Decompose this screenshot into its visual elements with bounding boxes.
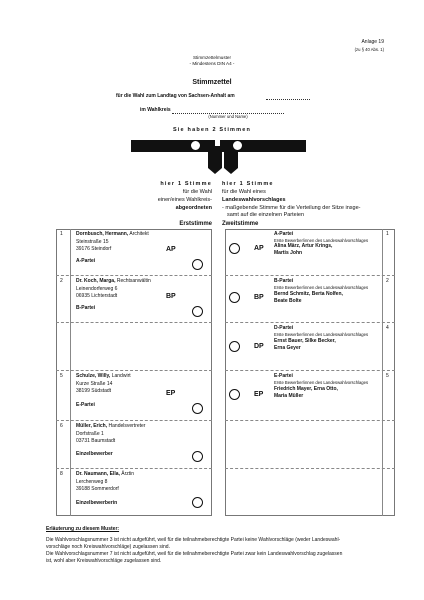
sample-title: Stimmzettelmuster [192, 55, 232, 60]
second-vote-checkbox[interactable] [229, 341, 240, 352]
candidate-job: Landwirt [111, 373, 131, 379]
list-candidate-names: Martis John [274, 250, 303, 256]
notes-line: vorschläge noch Kreiswahlvorschläge) zugelassen sind. [46, 544, 170, 550]
votes-line: Sie haben 2 Stimmen [172, 127, 252, 133]
candidate-party: B-Partei [76, 305, 96, 311]
first-vote-checkbox[interactable] [192, 403, 203, 414]
row-separator [225, 275, 395, 276]
candidate-name-line [76, 424, 145, 430]
candidate-street: Kurze Straße 14 [76, 381, 113, 387]
candidate-city: 39176 Steindorf [76, 246, 112, 252]
first-vote-checkbox[interactable] [192, 306, 203, 317]
district-label: im Wahlkreis [140, 107, 171, 113]
election-line: für die Wahl zum Landtag von Sachsen-Anhalt am [116, 93, 235, 99]
candidate-street: Leinendorferweg 6 [76, 286, 118, 292]
second-vote-line3: - maßgebende Stimme für die Verteilung der Sitze insge- [222, 205, 361, 211]
list-first-candidates-label: Erste Bewerber/innen des Landeswahlvorschlages [274, 380, 369, 385]
row-separator [225, 468, 395, 469]
first-vote-checkbox[interactable] [192, 451, 203, 462]
row-separator [225, 420, 395, 421]
list-first-candidates-label: Erste Bewerber/innen des Landeswahlvorschlages [274, 285, 369, 290]
list-first-candidates-label: Erste Bewerber/innen des Landeswahlvorschlages [274, 332, 369, 337]
candidate-street: Lerchenweg 8 [76, 479, 108, 485]
candidate-name-line [76, 232, 149, 238]
notes-line: Die Wahlvorschlagsnummer 7 ist nicht aufgeführt, weil für die teilnahmeberechtigte Partei zwar kein Landeswahlvorschlag zugelassen [46, 551, 343, 557]
row-separator [56, 420, 212, 421]
first-vote-checkbox[interactable] [192, 259, 203, 270]
candidate-party: E-Partei [76, 402, 95, 408]
second-vote-column [225, 229, 395, 516]
district-hint: (Nummer und Name) [208, 114, 248, 119]
candidate-job: Ärztin [121, 471, 135, 477]
notes-line: ist, wohl aber Kreiswahlvorschläge zugelassen sind. [46, 558, 162, 564]
candidate-city: 39188 Sommerdorf [76, 486, 119, 492]
list-candidate-names: Ernst Bauer, Silke Becker, [274, 338, 336, 344]
list-number: 5 [386, 373, 389, 379]
list-candidate-names: Friedrich Mayer, Erna Otto, [274, 386, 338, 392]
list-party: B-Partei [274, 278, 294, 284]
first-vote-bar [131, 140, 215, 152]
list-candidate-names: Beate Bolte [274, 298, 302, 304]
candidate-job: Rechtsanwältin [116, 278, 151, 284]
candidate-number: 8 [60, 471, 63, 477]
second-vote-line4: samt auf die einzelnen Parteien [227, 212, 305, 218]
candidate-name: Schulze, Willy, [76, 373, 111, 379]
second-vote-number-divider [382, 229, 383, 516]
candidate-name: Müller, Erich, [76, 423, 108, 429]
first-vote-checkbox[interactable] [192, 497, 203, 508]
candidate-name: Dornbusch, Hermann, [76, 231, 129, 237]
second-vote-column-title: Zweitstimme [222, 221, 259, 227]
list-party: A-Partei [274, 231, 294, 237]
ballot-title: Stimmzettel [192, 79, 232, 86]
first-vote-column-title: Erststimme [179, 221, 212, 227]
second-vote-line1: für die Wahl eines [222, 189, 266, 195]
candidate-name-line [76, 279, 151, 285]
first-vote-number-divider [70, 229, 71, 516]
section-reference: (zu § 40 Abs. 1) [354, 47, 384, 52]
list-party: D-Partei [274, 325, 294, 331]
second-vote-checkbox[interactable] [229, 243, 240, 254]
first-vote-line3: abgeordneten [175, 205, 212, 211]
second-vote-line2: Landeswahlvorschlages [222, 197, 286, 203]
list-party-abbr: EP [254, 391, 264, 398]
candidate-name-line [76, 472, 134, 478]
row-separator [56, 468, 212, 469]
first-vote-line2: einer/eines Wahlkreis- [157, 197, 212, 203]
list-party-abbr: BP [254, 294, 264, 301]
list-number: 2 [386, 278, 389, 284]
row-separator [56, 322, 212, 323]
candidate-city: 03731 Baumstadt [76, 438, 116, 444]
list-candidate-names: Bernd Schmitz, Berta Nolfen, [274, 291, 343, 297]
candidate-name: Dr. Naumann, Ella, [76, 471, 120, 477]
candidate-street: Steinstraße 15 [76, 239, 109, 245]
candidate-city: 38199 Südstadt [76, 388, 112, 394]
annex-label: Anlage 19 [361, 39, 384, 45]
candidate-number: 5 [60, 373, 63, 379]
first-vote-line1: für die Wahl [182, 189, 212, 195]
list-party-abbr: DP [254, 343, 264, 350]
row-separator [225, 322, 395, 323]
row-separator [56, 370, 212, 371]
list-party-abbr: AP [254, 245, 264, 252]
second-vote-symbol-circle [232, 140, 243, 151]
candidate-party-abbr: BP [166, 293, 176, 300]
notes-line: Die Wahlvorschlagsnummer 3 ist nicht aufgeführt, weil für die teilnahmeberechtigte Partei keine Wahlvorschläge (weder Landeswahl- [46, 537, 341, 543]
candidate-number: 1 [60, 231, 63, 237]
second-vote-arrow-icon [224, 168, 238, 174]
candidate-party: Einzelbewerber [76, 451, 113, 457]
second-vote-checkbox[interactable] [229, 292, 240, 303]
candidate-city: 06935 Lichterstadt [76, 293, 118, 299]
first-vote-head: hier 1 Stimme [160, 181, 212, 187]
notes-title: Erläuterung zu diesem Muster: [46, 526, 120, 532]
candidate-job: Architekt [129, 231, 149, 237]
candidate-party: A-Partei [76, 258, 96, 264]
candidate-name: Dr. Koch, Marga, [76, 278, 116, 284]
second-vote-head: hier 1 Stimme [222, 181, 274, 187]
list-first-candidates-label: Erste Bewerber/innen des Landeswahlvorschlages [274, 238, 369, 243]
candidate-party-abbr: AP [166, 246, 176, 253]
list-number: 1 [386, 231, 389, 237]
list-candidate-names: Erna Geyer [274, 345, 301, 351]
candidate-name-line [76, 374, 131, 380]
election-date-field [266, 99, 310, 100]
list-candidate-names: Maria Müller [274, 393, 304, 399]
candidate-job: Handelsvertreter [108, 423, 146, 429]
candidate-number: 6 [60, 423, 63, 429]
candidate-number: 2 [60, 278, 63, 284]
candidate-party-abbr: EP [166, 390, 176, 397]
first-vote-symbol-circle [190, 140, 201, 151]
candidate-street: Dorfstraße 1 [76, 431, 104, 437]
first-vote-arrow-icon [208, 168, 222, 174]
list-candidate-names: Alina März, Artur Krings, [274, 243, 333, 249]
second-vote-checkbox[interactable] [229, 389, 240, 400]
list-party: E-Partei [274, 373, 293, 379]
list-number: 4 [386, 325, 389, 331]
sample-subtitle: - Mindestens DIN A4 - [189, 61, 235, 66]
row-separator [225, 370, 395, 371]
row-separator [56, 275, 212, 276]
candidate-party: Einzelbewerberin [76, 500, 118, 506]
